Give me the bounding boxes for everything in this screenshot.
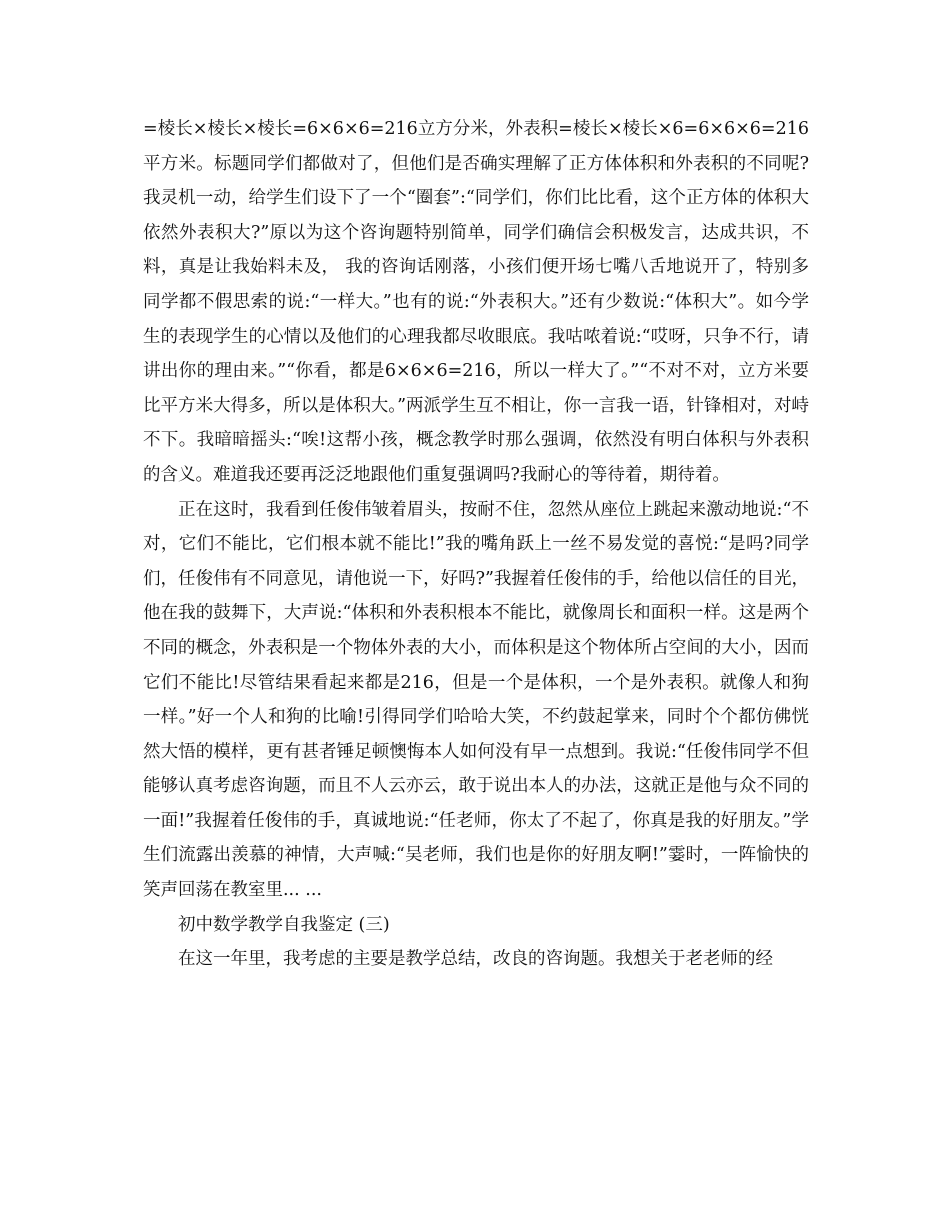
section-heading: 初中数学教学自我鉴定 (三) (178, 914, 390, 935)
paragraph-1: =棱长×棱长×棱长=6×6×6=216立方分米，外表积=棱长×棱长×6=6×6×6=216平方米。标题同学们都做对了，但他们是否确实理解了正方体体积和外表积的不同呢?我灵机一动，给学生们设下了一个“圈套”:“同学们，你们比比看，这个正方体的体积大依然外表积大?”原以为这个咨询题特别简单，同学们确信会积极发言，达成共识，不料，真是让我始料未及， 我的咨询话刚落，小孩们便开场七嘴八舌地说开了，特别多同学都不假思索的说:“一样大。”也有的说:“外表积大。”还有少数说:“体积大”。如今学生的表现学生的心情以及他们的心理我都尽收眼底。我咕哝着说:“哎呀，只争不行，请讲出你的理由来。”“你看，都是6×6×6=216，所以一样大了。”“不对不对，立方米要比平方米大得多，所以是体积大。”两派学生互不相让，你一言我一语，针锋相对，对峙不下。我暗暗摇头:“唉!这帮小孩，概念教学时那么强调，依然没有明白体积与外表积的含义。难道我还要再泛泛地跟他们重复强调吗?我耐心的等待着，期待着。 (143, 119, 809, 485)
paragraph-3: 在这一年里，我考虑的主要是教学总结，改良的咨询题。我想关于老老师的经 (178, 949, 773, 970)
paragraph-2: 正在这时，我看到任俊伟皱着眉头，按耐不住，忽然从座位上跳起来激动地说:“不对，它们不能比，它们根本就不能比!”我的嘴角跃上一丝不易发觉的喜悦:“是吗?同学们，任俊伟有不同意见，请他说一下，好吗?”我握着任俊伟的手，给他以信任的目光，他在我的鼓舞下，大声说:“体积和外表积根本不能比，就像周长和面积一样。这是两个不同的概念，外表积是一个物体外表的大小，而体积是这个物体所占空间的大小，因而它们不能比!尽管结果看起来都是216，但是一个是体积，一个是外表积。就像人和狗一样。”好一个人和狗的比喻!引得同学们哈哈大笑，不约鼓起掌来，同时个个都仿佛恍然大悟的模样，更有甚者锤足顿懊悔本人如何没有早一点想到。我说:“任俊伟同学不但能够认真考虑咨询题，而且不人云亦云，敢于说出本人的办法，这就正是他与众不同的一面!”我握着任俊伟的手，真诚地说:“任老师，你太了不起了，你真是我的好朋友。”学生们流露出羡慕的神情，大声喊:“吴老师，我们也是你的好朋友啊!”霎时，一阵愉快的笑声回荡在教室里... ... (143, 499, 809, 901)
document-body (143, 112, 809, 977)
